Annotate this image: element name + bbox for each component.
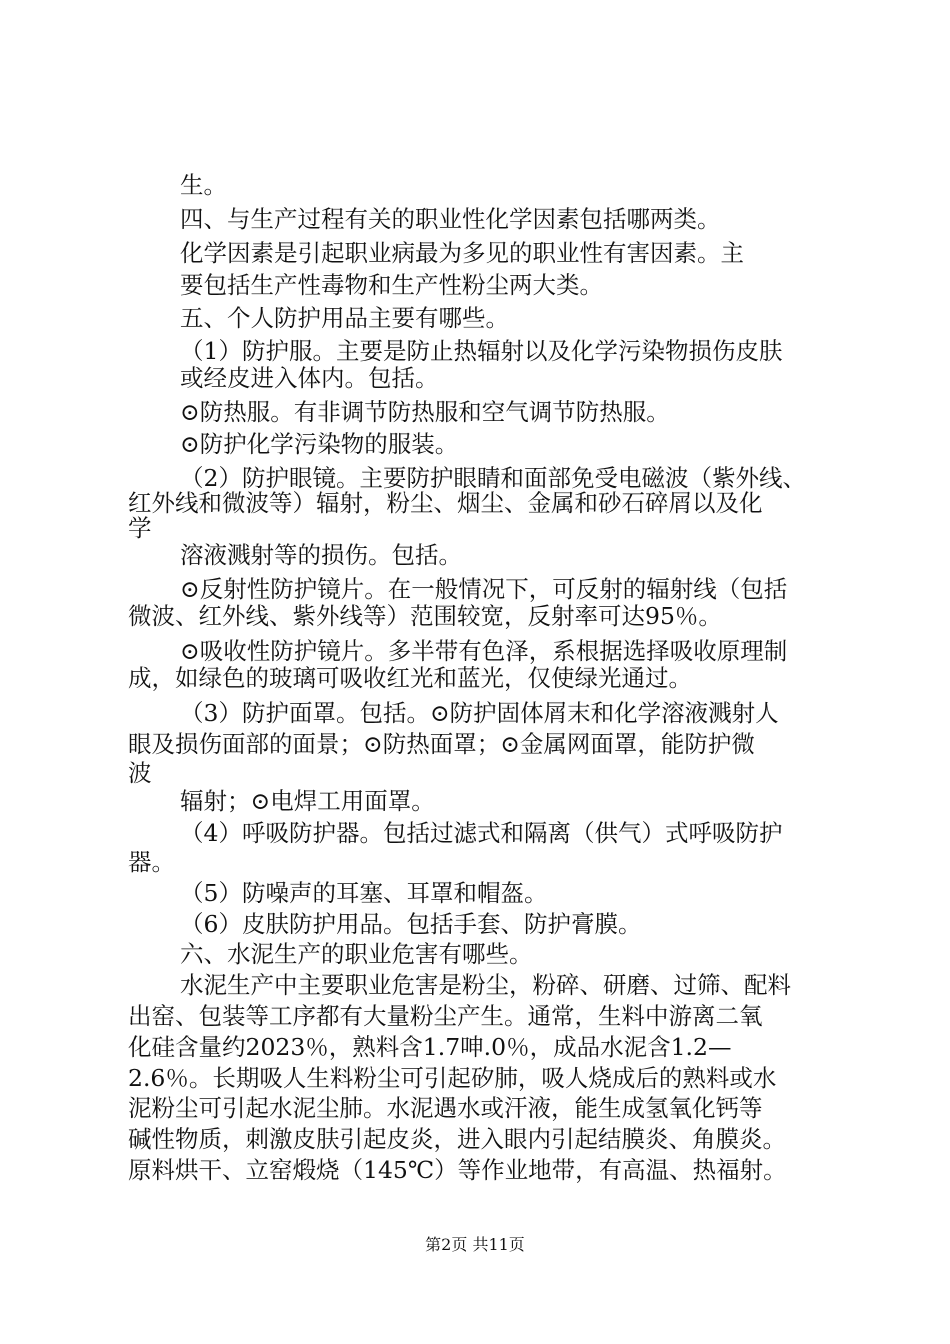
text-line: 或经皮进入体内。包括。 [180, 364, 439, 392]
text-line: ⊙吸收性防护镜片。多半带有色泽，系根据选择吸收原理制 [180, 637, 788, 665]
text-line: 成，如绿色的玻璃可吸收红光和蓝光，仅使绿光通过。 [128, 664, 692, 692]
text-line: 泥粉尘可引起水泥尘肺。水泥遇水或汗液，能生成氢氧化钙等 [128, 1094, 763, 1122]
text-line: ⊙反射性防护镜片。在一般情况下，可反射的辐射线（包括 [180, 575, 788, 603]
text-line: 出窑、包装等工序都有大量粉尘产生。通常，生料中游离二氧 [128, 1002, 763, 1030]
section-heading: 六、水泥生产的职业危害有哪些。 [180, 940, 533, 968]
text-line: 化学因素是引起职业病最为多见的职业性有害因素。主 [180, 239, 744, 267]
text-line: 水泥生产中主要职业危害是粉尘，粉碎、研磨、过筛、配料 [180, 971, 791, 999]
text-line: （2）防护眼镜。主要防护眼睛和面部免受电磁波（紫外线、 [180, 464, 806, 492]
text-line: 学 [128, 514, 152, 542]
text-line: ⊙防护化学污染物的服装。 [180, 430, 459, 458]
section-heading: 四、与生产过程有关的职业性化学因素包括哪两类。 [180, 205, 721, 233]
text-line: （4）呼吸防护器。包括过滤式和隔离（供气）式呼吸防护 [180, 819, 783, 847]
text-line: 辐射；⊙电焊工用面罩。 [180, 787, 435, 815]
text-line: 原料烘干、立窑煅烧（145℃）等作业地带，有高温、热福射。 [128, 1156, 787, 1184]
text-line: 2.6％。长期吸人生料粉尘可引起矽肺，吸人烧成后的熟料或水 [128, 1064, 777, 1092]
text-line: 波 [128, 759, 152, 787]
text-line: 红外线和微波等）辐射，粉尘、烟尘、金属和砂石碎屑以及化 [128, 489, 763, 517]
page-number: 第2页 共11页 [425, 1235, 525, 1254]
text-line: （5）防噪声的耳塞、耳罩和帽盔。 [180, 879, 548, 907]
text-line: ⊙防热服。有非调节防热服和空气调节防热服。 [180, 398, 670, 426]
section-heading: 五、个人防护用品主要有哪些。 [180, 304, 509, 332]
text-line: 碱性物质，刺激皮肤引起皮炎，进入眼内引起结膜炎、角膜炎。 [128, 1125, 786, 1153]
text-line: 生。 [180, 171, 227, 199]
text-line: （6）皮肤防护用品。包括手套、防护膏膜。 [180, 910, 642, 938]
text-line: （3）防护面罩。包括。⊙防护固体屑末和化学溶液溅射人 [180, 699, 779, 727]
text-line: （1）防护服。主要是防止热辐射以及化学污染物损伤皮肤 [180, 337, 783, 365]
text-line: 要包括生产性毒物和生产性粉尘两大类。 [180, 271, 603, 299]
text-line: 器。 [128, 848, 175, 876]
text-line: 微波、红外线、紫外线等）范围较宽，反射率可达95％。 [128, 602, 722, 630]
text-line: 化硅含量约2023％，熟料含1.7呻.0％，成品水泥含1.2— [128, 1033, 732, 1061]
text-line: 眼及损伤面部的面景；⊙防热面罩；⊙金属网面罩，能防护微 [128, 730, 755, 758]
text-line: 溶液溅射等的损伤。包括。 [180, 541, 462, 569]
